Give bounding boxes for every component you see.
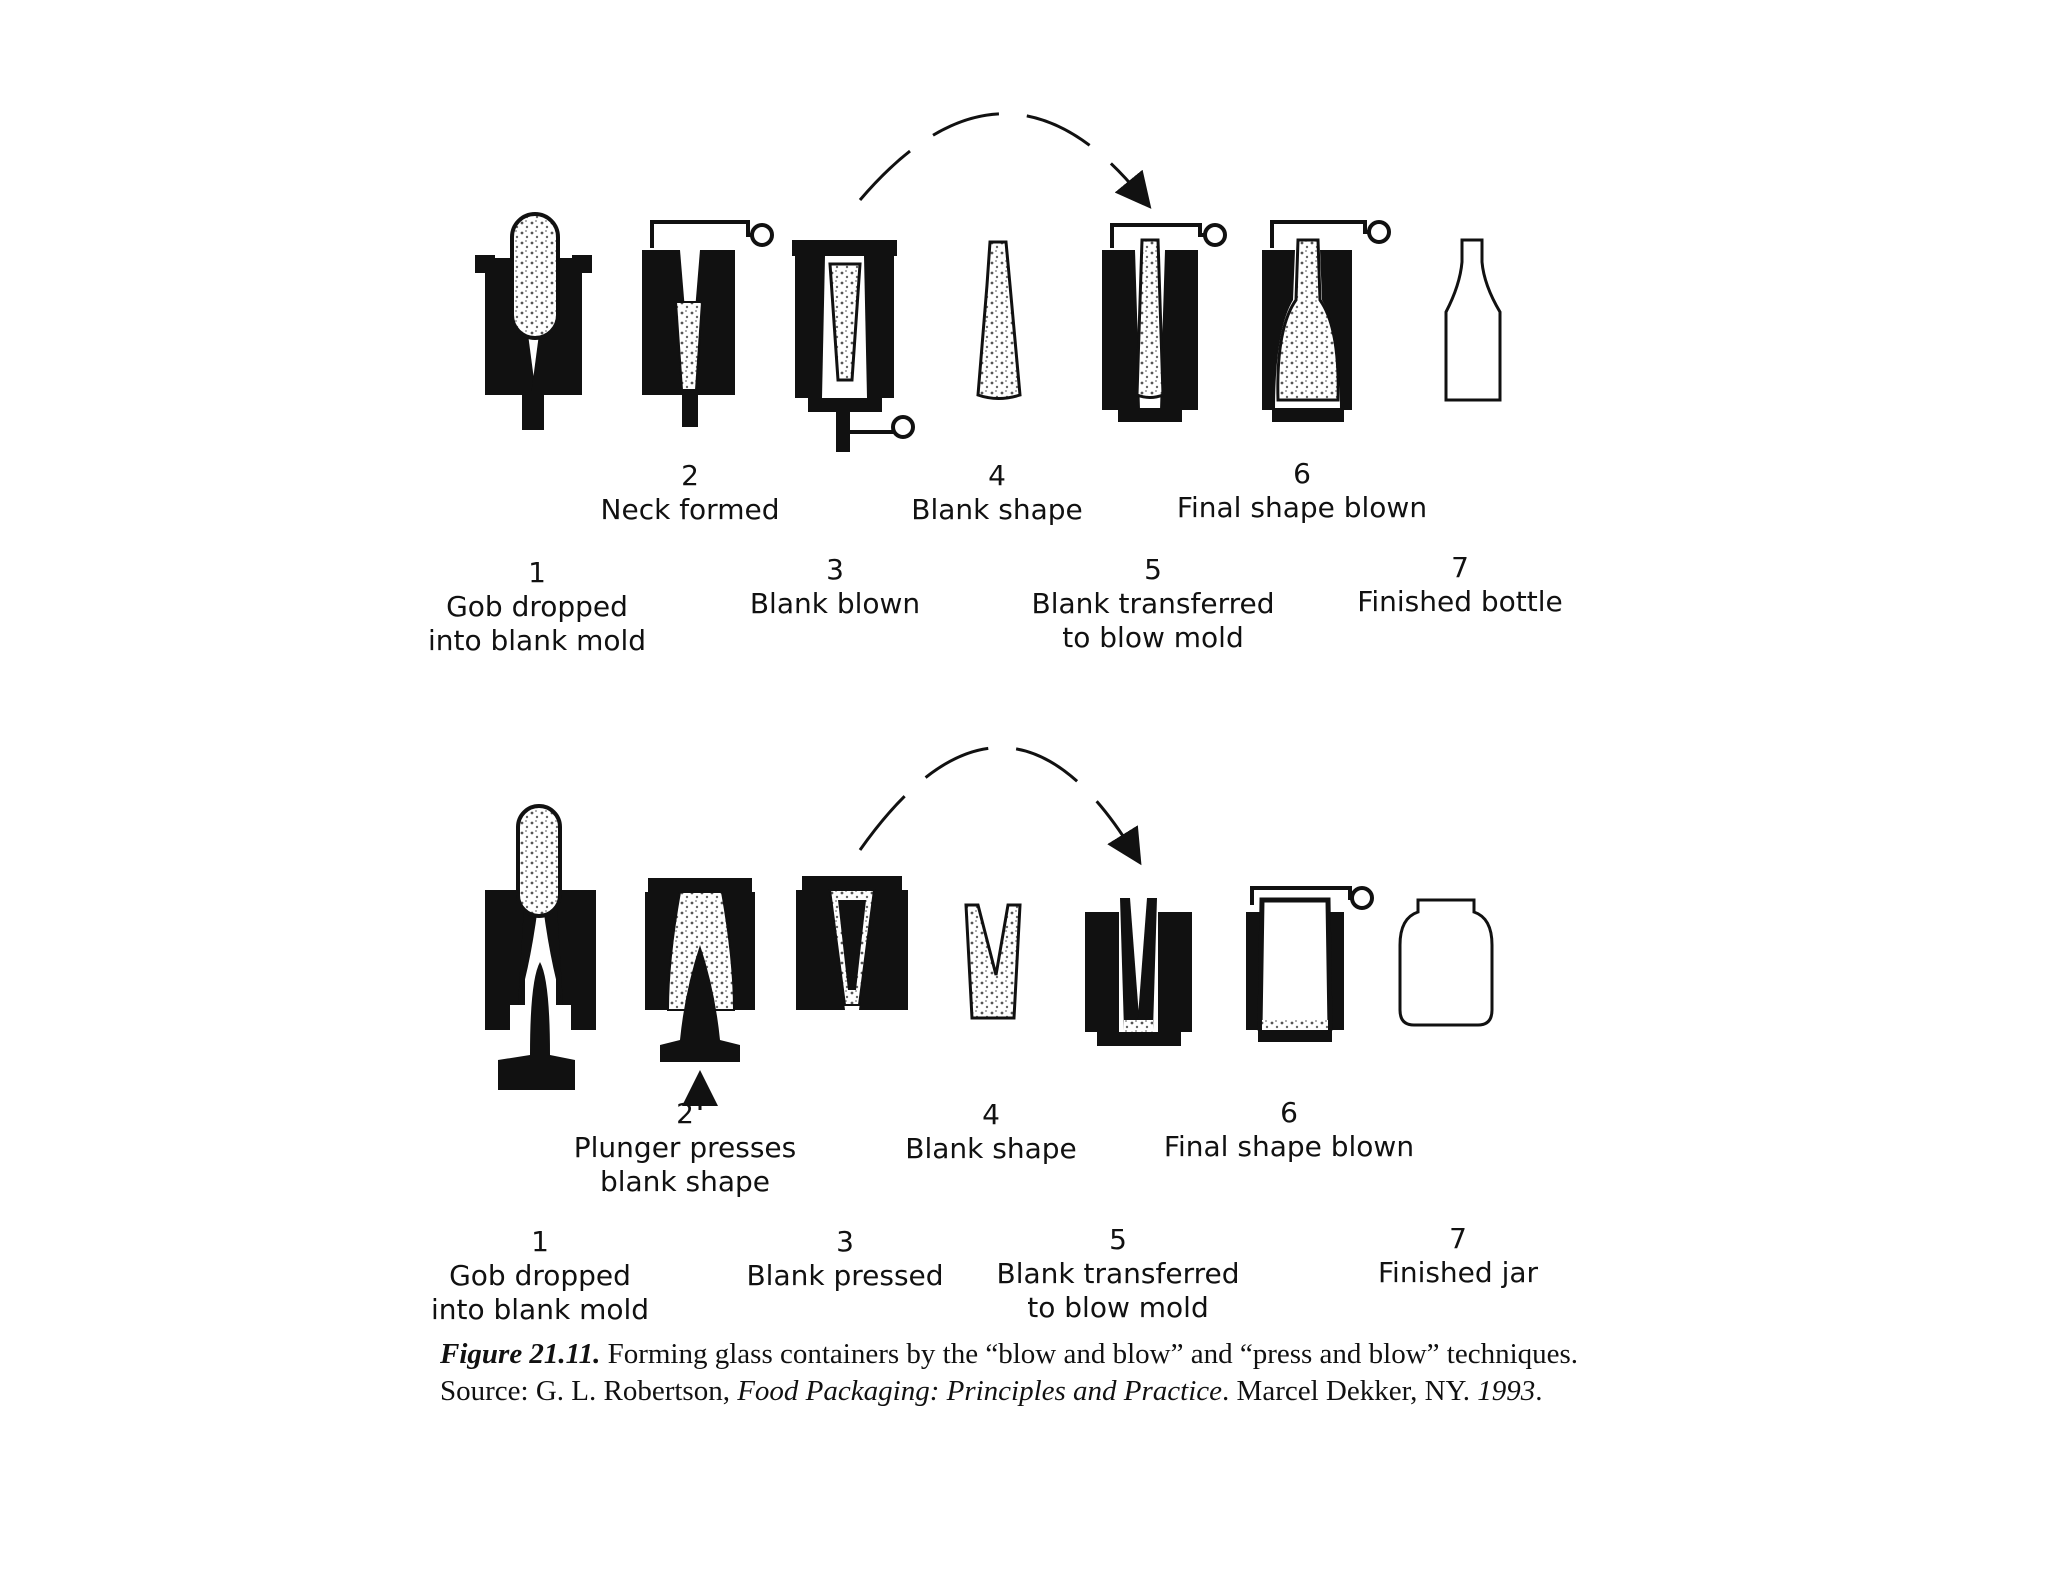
figure-label: Figure 21.11. — [440, 1338, 601, 1370]
stage-1-mold — [475, 214, 592, 430]
stage-number: 2 — [676, 1097, 694, 1130]
stage-5-press-mold — [1085, 898, 1192, 1046]
stage-label — [1177, 457, 1427, 525]
stage-3-press-mold — [796, 876, 908, 1010]
stage-text: Plunger presses blank shape — [573, 1131, 797, 1198]
stage-text: Finished jar — [1377, 1256, 1539, 1289]
stage-1-press-mold — [485, 806, 596, 1090]
caption-year: 1993 — [1477, 1375, 1536, 1407]
caption-text: . Marcel Dekker, NY. — [1222, 1375, 1478, 1407]
air-line — [1112, 225, 1208, 248]
stage-2-press-mold — [645, 878, 755, 1110]
stage-number: 6 — [1280, 1096, 1298, 1129]
stage-text: Blank shape — [905, 1132, 1077, 1165]
stage-3-mold — [792, 240, 913, 452]
stage-6-press-mold — [1246, 888, 1372, 1042]
stage-number: 2 — [681, 459, 699, 492]
stage-number: 4 — [982, 1098, 1000, 1131]
blow-and-blow-row — [475, 114, 1500, 452]
valve — [893, 417, 913, 437]
caption-text: Forming glass containers by the “blow and blow” and “press and blow” techniques. Source: G. L. Robertson, — [440, 1338, 1579, 1407]
stage-label — [911, 459, 1083, 527]
stage-4-press-blank — [966, 905, 1020, 1018]
stage-number: 5 — [1144, 553, 1162, 586]
stage-label — [750, 553, 920, 621]
air-line — [843, 425, 895, 432]
stage-number: 7 — [1451, 551, 1469, 584]
valve — [1369, 222, 1389, 242]
stage-text: Blank transferred to blow mold — [996, 1257, 1240, 1324]
stage-label — [1164, 1096, 1414, 1164]
stage-2-mold — [642, 222, 772, 427]
stage-label — [1357, 551, 1562, 619]
stage-text: Gob dropped into blank mold — [427, 590, 647, 657]
gob — [512, 214, 558, 338]
stage-text: Blank shape — [911, 493, 1083, 526]
stage-5-mold — [1102, 225, 1225, 422]
stage-label — [1032, 553, 1275, 655]
stage-number: 1 — [531, 1225, 549, 1258]
stage-label — [574, 1097, 796, 1199]
air-line — [1272, 222, 1372, 248]
stage-6-mold — [1262, 222, 1389, 422]
stage-label — [431, 1225, 649, 1327]
air-line — [652, 222, 756, 248]
figure-caption — [440, 1336, 1590, 1410]
stage-number: 4 — [988, 459, 1006, 492]
caption-text: . — [1535, 1375, 1543, 1407]
stage-label — [1378, 1222, 1538, 1290]
stage-text: Final shape blown — [1163, 1130, 1415, 1163]
stage-number: 3 — [826, 553, 844, 586]
stage-text: Blank transferred to blow mold — [1031, 587, 1275, 654]
stage-label — [905, 1098, 1077, 1166]
stage-text: Final shape blown — [1176, 491, 1428, 524]
stage-label — [601, 459, 780, 527]
stage-7-bottle — [1446, 240, 1500, 400]
valve — [752, 225, 772, 245]
stage-text: Gob dropped into blank mold — [430, 1259, 650, 1326]
stage-text: Neck formed — [600, 493, 780, 526]
gob — [518, 806, 560, 916]
stage-4-blank — [978, 242, 1020, 399]
stage-number: 3 — [836, 1225, 854, 1258]
stage-text: Blank pressed — [746, 1259, 944, 1292]
valve — [1352, 888, 1372, 908]
transfer-arrow — [860, 114, 1140, 200]
stage-number: 6 — [1293, 457, 1311, 490]
stage-number: 1 — [528, 556, 546, 589]
stage-label — [428, 556, 646, 658]
stage-7-jar — [1400, 900, 1492, 1025]
transfer-arrow — [860, 748, 1132, 851]
valve — [1205, 225, 1225, 245]
book-title: Food Packaging: Principles and Practice — [737, 1375, 1223, 1407]
stage-text: Blank blown — [749, 587, 921, 620]
stage-number: 7 — [1449, 1222, 1467, 1255]
stage-text: Finished bottle — [1357, 585, 1563, 618]
stage-number: 5 — [1109, 1223, 1127, 1256]
stage-label — [746, 1225, 943, 1293]
stage-label — [997, 1223, 1240, 1325]
press-and-blow-row — [485, 748, 1492, 1111]
